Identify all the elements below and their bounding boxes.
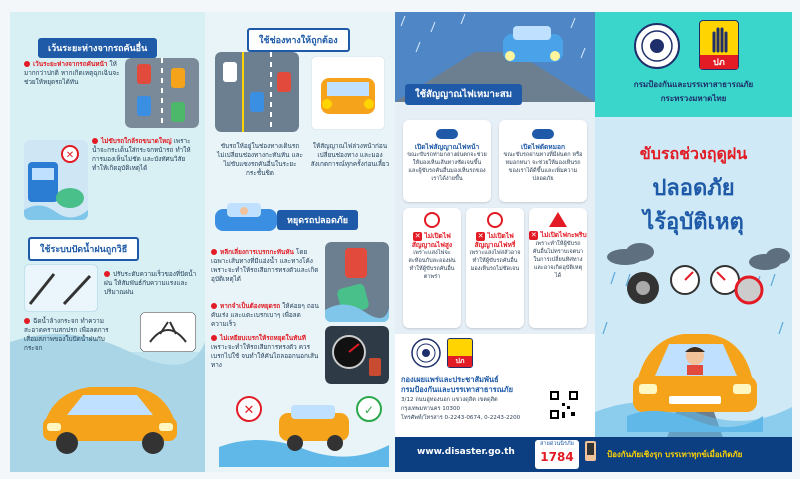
card-hazard-body: เพราะทำให้ผู้ขับรถคันอื่นไม่ทราบเจตนาในการเปลี่ยนทิศทางและอาจเกิดอุบัติเหตุได้ <box>532 241 584 279</box>
card-no-hazard <box>529 208 587 328</box>
bullet-icon <box>104 271 110 277</box>
panel-following-distance <box>10 12 205 472</box>
bus-splash-illustration <box>24 140 88 220</box>
card-hazard-title: ไม่เปิดไฟกะพริบ <box>540 231 587 239</box>
headlight-icon <box>403 124 491 143</box>
card-highbeam-title: ไม่เปิดไฟสัญญาณไฟสูง <box>411 232 453 249</box>
cover-title-line3: ไร้อุบัติเหตุ <box>643 210 744 235</box>
hydroplaning-car-illustration <box>219 387 389 467</box>
bullet-icon <box>211 335 217 341</box>
driver-car-icon <box>211 197 281 237</box>
tip-avoid-sudden-brake: หลีกเลี่ยงการเบรกกะทันหัน โดยเฉพาะเส้นทางที่มีแอ่งน้ำ และทางโค้ง เพราะจะทำให้รถเสียการทรงตัวและเกิดอุบัติเหตุได้ <box>211 248 319 283</box>
card-headlights-on <box>403 120 491 202</box>
heading-following-distance: เว้นระยะห่างจากรถคันอื่น <box>38 38 157 58</box>
car-rain-illustration <box>35 367 185 457</box>
heading-proper-lights: ใช้สัญญาณไฟเหมาะสม <box>405 84 522 105</box>
foglight-icon <box>499 124 587 143</box>
hotline-badge[interactable] <box>535 440 579 469</box>
bullet-icon <box>92 138 98 144</box>
ministry-name: กระทรวงมหาดไทย <box>660 94 727 103</box>
x-icon: ✕ <box>530 231 537 239</box>
hotline-label: สายด่วนนิรภัย <box>540 441 574 447</box>
panel-lanes-and-braking <box>205 12 395 472</box>
car-parts-icons <box>625 258 765 308</box>
lane-tip-text: ขับรถให้อยู่ในช่องทางเดินรถ ไม่เปลี่ยนช่องทางกะทันหัน และไม่ขับแซงรถคันอื่นในระยะกระชั้นชิด <box>217 142 303 177</box>
contact-block <box>395 334 595 449</box>
dept-logo: ปภ <box>447 338 473 368</box>
lane-road-illustration <box>215 52 299 132</box>
card-foglights-body: ขณะขับรถผ่านทางที่มีฝนตก หรือหมอกหนา จะช่วยให้มองเห็นรถของเราได้ดีขึ้นและเพิ่มความปลอดภัย <box>503 152 583 182</box>
address-line-2: กรุงเทพมหานคร 10300 <box>401 406 461 412</box>
cover-title-line2: ปลอดภัย <box>652 176 735 201</box>
dept-logo: ปภ <box>699 20 739 70</box>
tip-clean-windshield: ฉีดน้ำล้างกระจก ทำความสะอาดคราบสกปรก เพื่อลดการเสื่อมสภาพของใบปัดน้ำฝนกับกระจก <box>24 317 109 352</box>
card-no-highbeam <box>403 208 461 328</box>
turn-signal-illustration <box>311 56 385 130</box>
card-foglights-title: เปิดไฟตัดหมอก <box>521 143 565 151</box>
panel-cover <box>595 12 792 472</box>
highbeam-icon <box>403 212 461 232</box>
heading-safe-stop: หยุดรถปลอดภัย <box>277 210 358 230</box>
windshield-wiper-illustration <box>24 264 98 312</box>
cover-slogan: ป้องกันภัยเชิงรุก บรรเทาทุกข์เมื่อเกิดภัย <box>607 450 743 459</box>
svg-text:✕: ✕ <box>243 403 255 418</box>
x-icon: ✕ <box>477 232 484 240</box>
card-headlights-title: เปิดไฟสัญญาณไฟหน้า <box>414 143 480 151</box>
org-name-dept: กรมป้องกันและบรรเทาสาธารณภัย <box>401 385 514 394</box>
card-parklight-body: เพราะแสงไฟสลัวอาจทำให้ผู้ขับรถคันอื่นมองเห็นรถไม่ชัดเจน <box>469 250 521 272</box>
card-headlights-body: ขณะขับรถท่ามกลางฝนตกจะช่วยให้มองเห็นเส้นทางชัดเจนขึ้น และผู้ขับรถคันอื่นมองเห็นรถของเราได้ง่ายขึ้น <box>407 152 487 182</box>
washer-icon <box>140 312 196 352</box>
cover-title-line1: ขับรถช่วงฤดูฝน <box>639 144 748 163</box>
hotline-number: 1784 <box>540 450 574 464</box>
hand-shield-icon <box>700 21 740 57</box>
hazard-icon <box>529 212 587 231</box>
tip-keep-distance: เว้นระยะห่างจากรถคันหน้า ให้มากกว่าปกติ หากเกิดเหตุฉุกเฉินจะช่วยให้หยุดรถได้ทัน <box>24 60 120 86</box>
traffic-road-illustration <box>125 58 199 128</box>
phone-line: โทรศัพท์/โทรสาร 0-2243-0674, 0-2243-2200 <box>401 415 521 421</box>
tip-gradual-stop: หากจำเป็นต้องหยุดรถ ให้ค่อยๆ ถอนคันเร่ง และแตะเบรกเบาๆ เพื่อลดความเร็ว <box>211 302 319 328</box>
ministry-seal-icon <box>633 22 681 70</box>
card-foglights-on <box>499 120 587 202</box>
heading-correct-lane: ใช้ช่องทางให้ถูกต้อง <box>247 28 350 52</box>
website-link[interactable]: www.disaster.go.th <box>417 447 515 457</box>
bullet-icon <box>24 61 30 67</box>
org-name-pr: กองเผยแพร่และประชาสัมพันธ์ <box>401 375 499 384</box>
svg-text:✓: ✓ <box>363 403 375 417</box>
skid-illustration <box>325 242 389 322</box>
address-line-1: 3/12 ถนนอู่ทองนอก แขวงดุสิต เขตดุสิต <box>401 397 498 403</box>
card-parklight-title: ไม่เปิดไฟสัญญาณไฟหรี่ <box>474 232 516 249</box>
speedometer-pedal-illustration <box>325 326 389 384</box>
svg-text:✕: ✕ <box>65 150 75 161</box>
parklight-icon <box>466 212 524 232</box>
footer-strip <box>395 437 792 472</box>
tip-wiper-speed: ปรับระดับความเร็วของที่ปัดน้ำฝน ให้สัมพันธ์กับความแรงและปริมาณฝน <box>104 270 197 296</box>
panel-lights <box>395 12 595 472</box>
card-no-parklights <box>466 208 524 328</box>
signal-tip-text: ให้สัญญาณไฟล่วงหน้าก่อนเปลี่ยนช่องทาง และมองสังเกตการณ์ทุกครั้งก่อนเลี้ยว <box>310 142 390 168</box>
x-icon: ✕ <box>414 232 421 240</box>
dept-name: กรมป้องกันและบรรเทาสาธารณภัย <box>633 80 754 89</box>
bullet-icon <box>211 249 217 255</box>
cover-car-driver-illustration <box>627 312 763 432</box>
phone-hand-icon <box>583 440 599 469</box>
tip-no-hard-brake: ไม่เหยียบเบรกให้รถหยุดในทันที เพราะจะทำให้รถเสียการทรงตัว ควรเบรกไปใช้ จนทำให้คันไถลออกนอกเส้นทาง <box>211 334 319 369</box>
bullet-icon <box>211 303 217 309</box>
tip-avoid-large-vehicles: ไม่ขับรถใกล้รถขนาดใหญ่ เพราะน้ำจะกระเด็นใส่กระจกหน้ารถ ทำให้การมองเห็นไม่ชัด และบังทัศนวิสัย ทำให้เกิดอุบัติเหตุได้ <box>92 137 191 172</box>
heading-wiper-usage: ใช้ระบบปัดน้ำฝนถูกวิธี <box>28 237 139 261</box>
bullet-icon <box>24 318 30 324</box>
ministry-seal-icon <box>411 338 441 368</box>
card-highbeam-body: เพราะแสงไฟจะสะท้อนกับละอองฝนทำให้ผู้ขับรถคันอื่นตาพร่า <box>408 250 456 280</box>
qr-code-icon[interactable] <box>549 390 579 420</box>
